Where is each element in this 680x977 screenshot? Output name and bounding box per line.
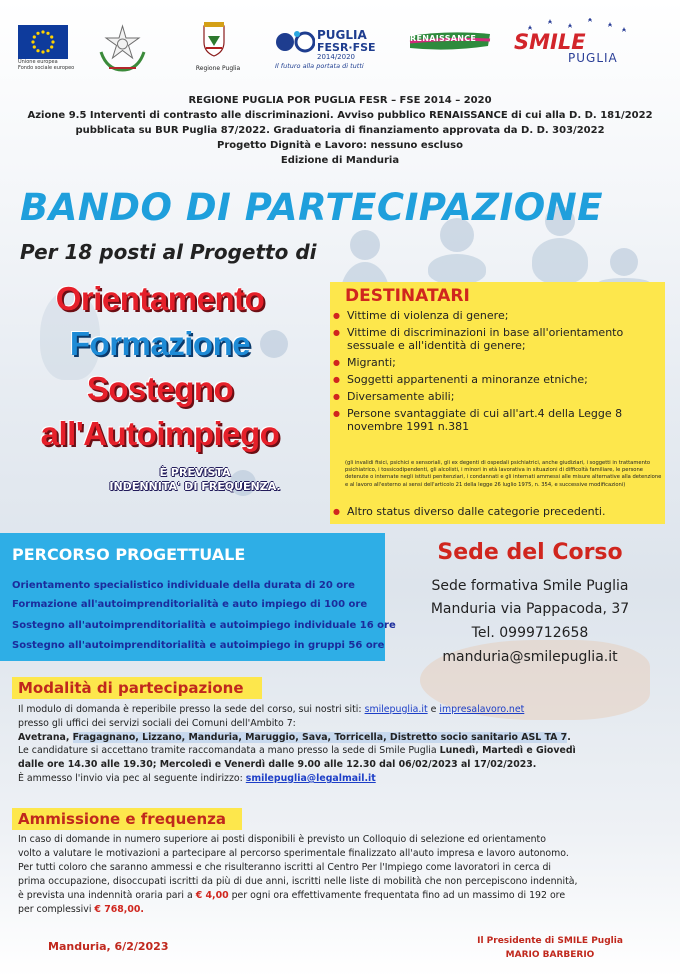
project-name-line: Sostegno	[86, 370, 234, 407]
modalita-title: Modalità di partecipazione	[18, 679, 244, 697]
header-line: Progetto Dignità e Lavoro: nessuno escluso	[217, 140, 463, 151]
puglia-fesr-fse-logo: PUGLIA FESR·FSE 2014/2020 Il futuro alla portata di tutti	[275, 28, 376, 70]
destinatari-title: DESTINATARI	[345, 286, 470, 306]
sede-phone: Tel. 0999712658	[471, 625, 589, 641]
regione-puglia-caption: Regione Puglia	[195, 65, 241, 72]
indennita-notice: È PREVISTA INDENNITA' DI FREQUENZA.	[109, 466, 281, 493]
destinatari-legal-note: (gli invalidi fisici, psichici e sensoriali, gli ex degenti di ospedali psichiatrici, anche giudiziari, i soggetti in trattamento psichiatrico, i tossicodipendenti, gli alcolisti, i minori in età lavorativa in situazioni di difficoltà familiare, le persone detenute o internate negli istituti penitenziari, i condannati e gli internati ammessi alle misure alternative alla detenzione e al lavoro all'esterno ai sensi dell'articolo 21 della legge 26 luglio 1975, n. 354, e successive modificazioni)	[345, 460, 662, 488]
list-item: ● Diversamente abili;	[330, 390, 660, 403]
sede-name: Sede formativa Smile Puglia	[431, 578, 629, 594]
project-name-line: Formazione	[69, 325, 251, 362]
signer-role: Il Presidente di SMILE Puglia	[477, 936, 623, 946]
sede-title: Sede del Corso	[437, 540, 623, 565]
percorso-title: PERCORSO PROGETTUALE	[12, 545, 246, 564]
header-line: REGIONE PUGLIA POR PUGLIA FESR – FSE 2014 – 2020	[188, 95, 492, 106]
modalita-text: Il modulo di domanda è reperibile presso la sede del corso, sui nostri siti: smilepuglia.it e impresalavoro.net presso gli uffici dei servizi sociali dei Comuni dell'Ambito 7: Avetrana, Fragagnano, Lizzano, Manduria, Maruggio, Sava, Torricella, Distretto socio sanitario ASL TA 7. Le candidature si accettano tramite raccomandata a mano presso la sede di Smile Puglia Lunedì, Martedì e Giovedì dalle ore 14.30 alle 19.30; Mercoledì e Venerdì dalle 9.00 alle 12.30 dal 06/02/2023 al 17/02/2023. È ammesso l'invio via pec al seguente indirizzo: smilepuglia@legalmail.it	[18, 704, 576, 784]
percorso-item: Sostegno all'autoimprenditorialità e autoimpiego in gruppi 56 ore	[12, 640, 385, 651]
header-line: pubblicata su BUR Puglia 87/2022. Graduatoria di finanziamento approvata da D. D. 303/2022	[75, 125, 605, 136]
list-item: ● Vittime di discriminazioni in base all'orientamento sessuale e all'identità di genere;	[330, 326, 660, 352]
percorso-item: Sostegno all'autoimprenditorialità e autoimpiego individuale 16 ore	[12, 620, 396, 631]
pec-link[interactable]: smilepuglia@legalmail.it	[245, 772, 376, 784]
header-line: Edizione di Manduria	[280, 155, 400, 166]
smile-puglia-logo: SMILE PUGLIA	[508, 18, 628, 66]
list-item: ● Persone svantaggiate di cui all'art.4 della Legge 8 novembre 1991 n.381	[330, 407, 660, 433]
subtitle: Per 18 posti al Progetto di	[20, 240, 317, 264]
list-item: ● Vittime di violenza di genere;	[330, 309, 660, 322]
percorso-item: Formazione all'autoimprenditorialità e auto impiego di 100 ore	[12, 599, 368, 610]
renaissance-logo: RENAISSANCE	[408, 28, 492, 54]
ammissione-title: Ammissione e frequenza	[18, 810, 227, 828]
signer-name: MARIO BARBERIO	[505, 950, 595, 960]
list-item: ● Soggetti appartenenti a minoranze etniche;	[330, 373, 660, 386]
hourly-amount: € 4,00	[195, 889, 229, 901]
smilepuglia-link[interactable]: smilepuglia.it	[364, 704, 428, 715]
regione-puglia-crest	[200, 22, 228, 58]
eu-caption: Unione europea Fondo sociale europeo	[18, 59, 75, 71]
funding-header	[0, 93, 680, 168]
project-name-line: all'Autoimpiego	[40, 415, 280, 452]
header-line: Azione 9.5 Interventi di contrasto alle discriminazioni. Avviso pubblico RENAISSANCE di cui alla D. D. 181/2022	[27, 110, 653, 121]
project-name-line: Orientamento	[55, 280, 265, 317]
sede-email[interactable]: manduria@smilepuglia.it	[442, 649, 618, 665]
place-date: Manduria, 6/2/2023	[48, 940, 169, 953]
total-amount: € 768,00	[94, 903, 141, 915]
list-item: ● Migranti;	[330, 356, 660, 369]
italian-republic-emblem	[95, 22, 150, 74]
list-item: ● Altro status diverso dalle categorie precedenti.	[330, 505, 660, 518]
impresalavoro-link[interactable]: impresalavoro.net	[439, 704, 525, 715]
percorso-item: Orientamento specialistico individuale della durata di 20 ore	[12, 580, 355, 591]
eu-flag-logo	[18, 25, 68, 59]
destinatari-list	[330, 309, 660, 437]
page-title: BANDO DI PARTECIPAZIONE	[20, 186, 603, 229]
sede-address: Manduria via Pappacoda, 37	[430, 601, 630, 617]
ammissione-text: In caso di domande in numero superiore ai posti disponibili è previsto un Colloquio di selezione ed orientamento volto a valutare le motivazioni a partecipare al percorso sperimentale finalizzato all'auto impresa e lavoro autonomo. Per tutti coloro che saranno ammessi e che risulteranno iscritti al Centro Per l'Impiego come lavoratori in cerca di prima occupazione, disoccupati iscritti da più di due anni, iscritti nelle liste di mobilità che non percepiscono indennità, è prevista una indennità oraria pari a € 4,00 per ogni ora effettivamente frequentata fino ad un massimo di 192 ore per complessivi € 768,00.	[18, 834, 578, 915]
